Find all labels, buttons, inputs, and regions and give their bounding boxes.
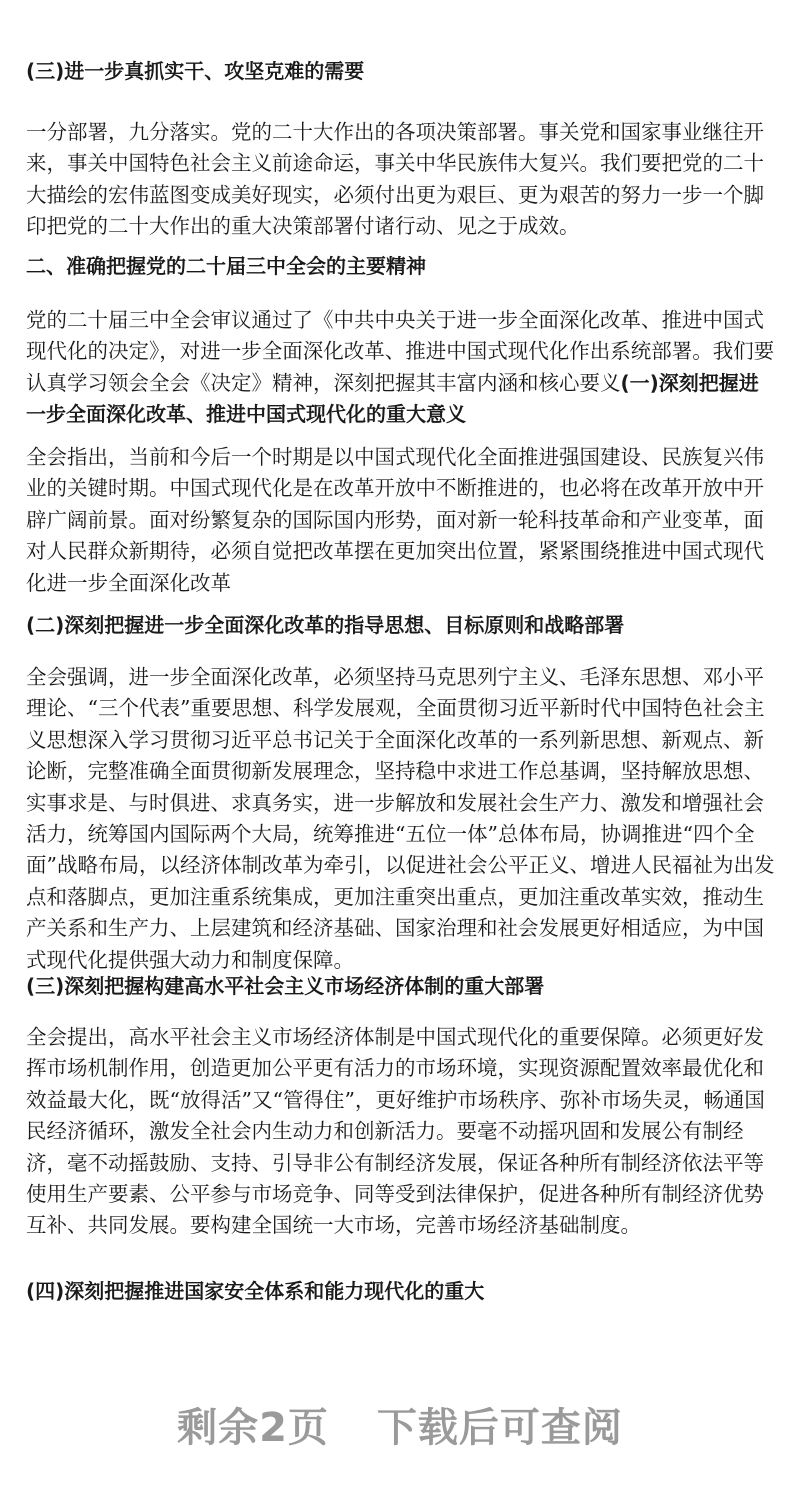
- section-heading-3: (三)进一步真抓实干、攻坚克难的需要: [26, 59, 365, 83]
- part-two-intro-text: 党的二十届三中全会审议通过了《中共中央关于进一步全面深化改革、推进中国式现代化的决定》，对进一步全面深化改革、推进中国式现代化作出系统部署。我们要认真学习领会全会《决定》精神，深刻把握其丰富内涵和核心要义: [26, 308, 775, 395]
- part-two-body: [26, 305, 778, 431]
- download-to-view-label[interactable]: 下载后可查阅: [376, 1404, 623, 1451]
- download-prompt-banner[interactable]: [0, 1392, 800, 1456]
- subsection-body-1: 全会指出，当前和今后一个时期是以中国式现代化全面推进强国建设、民族复兴伟业的关键时期。中国式现代化是在改革开放中不断推进的，也必将在改革开放中开辟广阔前景。面对纷繁复杂的国际国内形势，面对新一轮科技革命和产业变革，面对人民群众新期待，必须自觉把改革摆在更加突出位置，紧紧围绕推进中国式现代化进一步全面深化改革: [26, 445, 764, 595]
- subsection-body-2: 全会强调，进一步全面深化改革，必须坚持马克思列宁主义、毛泽东思想、邓小平理论、“三个代表”重要思想、科学发展观，全面贯彻习近平新时代中国特色社会主义思想深入学习贯彻习近平总书记关于全面深化改革的一系列新思想、新观点、新论断，完整准确全面贯彻新发展理念，坚持稳中求进工作总基调，坚持解放思想、实事求是、与时俱进、求真务实，进一步解放和发展社会生产力、激发和增强社会活力，统筹国内国际两个大局，统筹推进“五位一体”总体布局，协调推进“四个全面”战略布局，以经济体制改革为牵引，以促进社会公平正义、增进人民福祉为出发点和落脚点，更加注重系统集成，更加注重突出重点，更加注重改革实效，推动生产关系和生产力、上层建筑和经济基础、国家治理和社会发展更好相适应，为中国式现代化提供强大动力和制度保障。: [26, 665, 775, 972]
- section-body-3: 一分部署，九分落实。党的二十大作出的各项决策部署。事关党和国家事业继往开来，事关中国特色社会主义前途命运，事关中华民族伟大复兴。我们要把党的二十大描绘的宏伟蓝图变成美好现实，必须付出更为艰巨、更为艰苦的努力一步一个脚印把党的二十大作出的重大决策部署付诸行动、见之于成效。: [26, 120, 764, 239]
- subsection-heading-2: (二)深刻把握进一步全面深化改革的指导思想、目标原则和战略部署: [26, 613, 625, 637]
- remaining-pages-label: 剩余2页: [177, 1404, 329, 1451]
- subsection-body-3: 全会提出，高水平社会主义市场经济体制是中国式现代化的重要保障。必须更好发挥市场机制作用，创造更加公平更有活力的市场环境，实现资源配置效率最优化和效益最大化，既“放得活”又“管得住”，更好维护市场秩序、弥补市场失灵，畅通国民经济循环，激发全社会内生动力和创新活力。要毫不动摇巩固和发展公有制经济，毫不动摇鼓励、支持、引导非公有制经济发展，保证各种所有制经济依法平等使用生产要素、公平参与市场竞争、同等受到法律保护，促进各种所有制经济优势互补、共同发展。要构建全国统一大市场，完善市场经济基础制度。: [26, 1025, 765, 1238]
- subsection-heading-4: (四)深刻把握推进国家安全体系和能力现代化的重大: [26, 1279, 485, 1303]
- part-two-heading: 二、准确把握党的二十届三中全会的主要精神: [26, 254, 426, 278]
- subsection-heading-3: (三)深刻把握构建高水平社会主义市场经济体制的重大部署: [26, 974, 545, 998]
- subsection-heading-1: (一)深刻把握进一步全面深化改革、推进中国式现代化的重大意义: [26, 370, 759, 427]
